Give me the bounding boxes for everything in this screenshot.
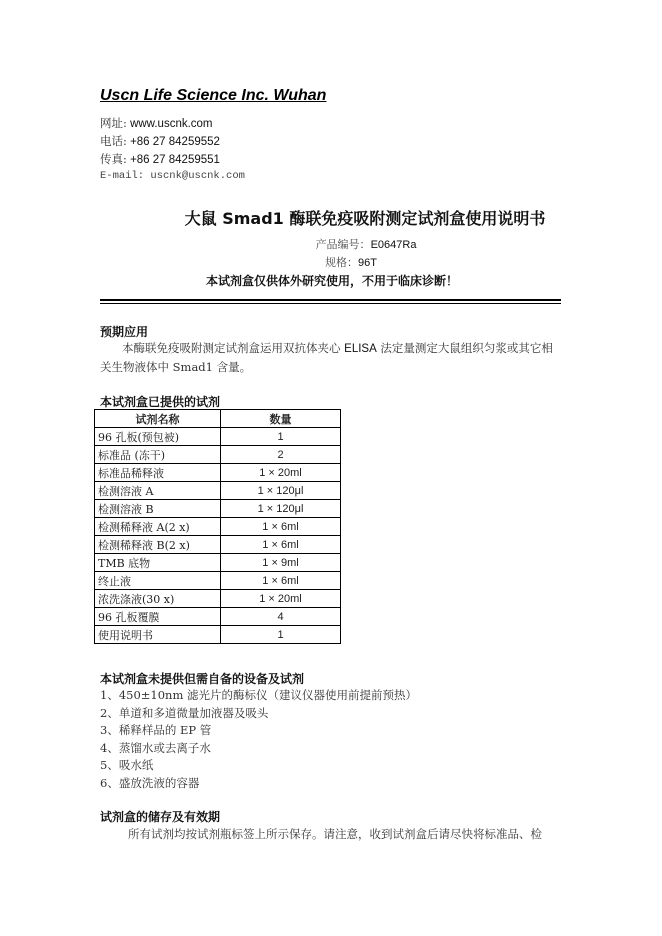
spec-value: 96T bbox=[358, 257, 377, 269]
table-row bbox=[95, 428, 341, 446]
reagent-quantity: 1 bbox=[221, 626, 341, 644]
not-provided-heading: 本试剂盒未提供但需自备的设备及试剂 bbox=[100, 672, 305, 686]
table-row bbox=[95, 536, 341, 554]
product-code-label: 产品编号： bbox=[315, 238, 371, 251]
list-item: 4、蒸馏水或去离子水 bbox=[100, 741, 211, 755]
table-row bbox=[95, 626, 341, 644]
reagent-name: 使用说明书 bbox=[95, 626, 221, 644]
reagent-quantity: 1 × 6ml bbox=[221, 572, 341, 590]
divider-thin bbox=[100, 303, 561, 304]
reagent-name: TMB 底物 bbox=[95, 554, 221, 572]
intended-use-line1 bbox=[122, 340, 553, 356]
email-line: E-mail: uscnk@uscnk.com bbox=[100, 170, 245, 182]
list-item: 5、吸水纸 bbox=[100, 758, 154, 772]
document-title: 大鼠 Smad1 酶联免疫吸附测定试剂盒使用说明书 bbox=[184, 209, 546, 228]
reagent-name: 检测稀释液 B(2 x) bbox=[95, 536, 221, 554]
storage-text: 所有试剂均按试剂瓶标签上所示保存。请注意，收到试剂盒后请尽快将标准品、检 bbox=[128, 827, 542, 841]
table-row bbox=[95, 464, 341, 482]
research-only-warning: 本试剂盒仅供体外研究使用，不用于临床诊断！ bbox=[205, 274, 458, 288]
reagent-quantity: 1 × 20ml bbox=[221, 464, 341, 482]
reagent-quantity: 1 × 6ml bbox=[221, 536, 341, 554]
website-label: 网址: bbox=[100, 116, 127, 130]
table-row bbox=[95, 446, 341, 464]
reagent-quantity: 4 bbox=[221, 608, 341, 626]
phone-line bbox=[100, 133, 220, 149]
table-row bbox=[95, 572, 341, 590]
list-item: 6、盛放洗液的容器 bbox=[100, 776, 200, 790]
table-row bbox=[95, 482, 341, 500]
reagent-name: 标准品 (冻干) bbox=[95, 446, 221, 464]
reagent-name: 标准品稀释液 bbox=[95, 464, 221, 482]
reagent-quantity: 1 bbox=[221, 428, 341, 446]
phone-label: 电话: bbox=[100, 134, 127, 148]
spec bbox=[0, 254, 662, 270]
table-header-row bbox=[95, 410, 341, 428]
table-row bbox=[95, 608, 341, 626]
fax-line bbox=[100, 151, 220, 167]
reagent-quantity: 2 bbox=[221, 446, 341, 464]
intended-use-heading: 预期应用 bbox=[100, 325, 149, 339]
reagent-name: 浓洗涤液(30 x) bbox=[95, 590, 221, 608]
reagent-quantity: 1 × 9ml bbox=[221, 554, 341, 572]
reagents-table bbox=[94, 409, 341, 644]
website-value[interactable]: www.uscnk.com bbox=[126, 118, 213, 130]
intended-use-line2: 关生物液体中 Smad1 含量。 bbox=[100, 360, 252, 374]
table-row bbox=[95, 590, 341, 608]
reagent-name: 检测溶液 B bbox=[95, 500, 221, 518]
list-item: 2、单道和多道微量加液器及吸头 bbox=[100, 706, 269, 720]
table-row bbox=[95, 500, 341, 518]
table-row bbox=[95, 518, 341, 536]
table-body bbox=[95, 428, 341, 644]
product-code bbox=[0, 236, 662, 252]
column-header-quantity: 数量 bbox=[221, 410, 341, 428]
text: ELISA bbox=[344, 343, 377, 355]
reagent-name: 检测稀释液 A(2 x) bbox=[95, 518, 221, 536]
fax-value: +86 27 84259551 bbox=[126, 154, 220, 166]
fax-label: 传真: bbox=[100, 152, 127, 166]
text: 本酶联免疫吸附测定试剂盒运用双抗体夹心 bbox=[122, 341, 345, 355]
product-code-value: E0647Ra bbox=[370, 239, 417, 251]
divider-thick bbox=[100, 299, 561, 301]
column-header-name: 试剂名称 bbox=[95, 410, 221, 428]
list-item: 1、450±10nm 滤光片的酶标仪（建议仪器使用前提前预热） bbox=[100, 688, 417, 702]
reagent-quantity: 1 × 120μl bbox=[221, 500, 341, 518]
reagent-quantity: 1 × 20ml bbox=[221, 590, 341, 608]
reagent-name: 96 孔板(预包被) bbox=[95, 428, 221, 446]
list-item: 3、稀释样品的 EP 管 bbox=[100, 723, 212, 737]
reagent-quantity: 1 × 6ml bbox=[221, 518, 341, 536]
reagent-name: 终止液 bbox=[95, 572, 221, 590]
text: 法定量测定大鼠组织匀浆或其它相 bbox=[376, 341, 553, 355]
phone-value: +86 27 84259552 bbox=[126, 136, 220, 148]
provided-reagents-heading: 本试剂盒已提供的试剂 bbox=[100, 395, 221, 409]
website-line bbox=[100, 115, 213, 131]
reagent-name: 检测溶液 A bbox=[95, 482, 221, 500]
reagent-name: 96 孔板覆膜 bbox=[95, 608, 221, 626]
company-name: Uscn Life Science Inc. Wuhan bbox=[100, 87, 327, 104]
table-row bbox=[95, 554, 341, 572]
reagent-quantity: 1 × 120μl bbox=[221, 482, 341, 500]
storage-heading: 试剂盒的储存及有效期 bbox=[100, 810, 221, 824]
spec-label: 规格： bbox=[325, 256, 359, 269]
